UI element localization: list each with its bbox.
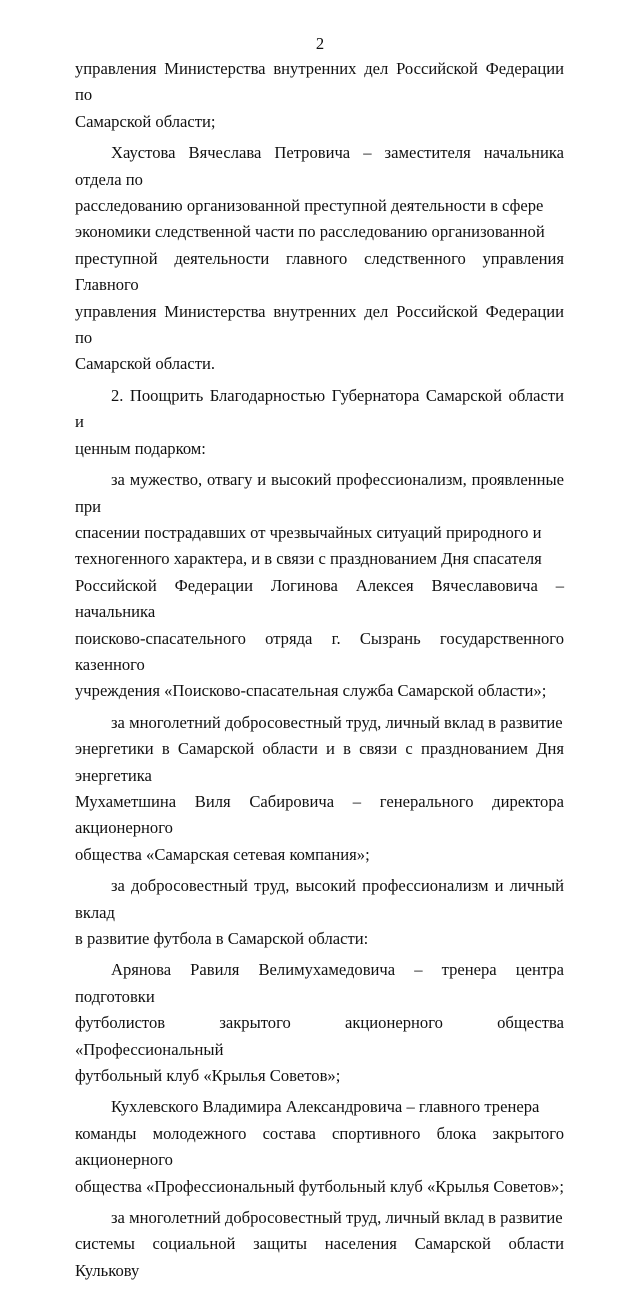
page-number: 2 bbox=[315, 34, 325, 53]
paragraph-1: управления Министерства внутренних дел Российской Федерации по Самарской области; bbox=[75, 59, 564, 131]
document-body bbox=[75, 56, 564, 1289]
paragraph-8: Кухлевского Владимира Александровича – главного тренера команды молодежного состава спортивного блока закрытого акционерного общества «Профессиональный футбольный клуб «Крылья Советов»; bbox=[75, 1097, 564, 1196]
paragraph-2: Хаустова Вячеслава Петровича – заместителя начальника отдела по расследованию организованной преступной деятельности в сфере экономики следственной части по расследованию организованной преступной деятельности главного следственного управления Главного управления Министерства внутренних дел Российской Федерации по Самарской области. bbox=[75, 143, 564, 374]
paragraph-3: 2. Поощрить Благодарностью Губернатора Самарской области и ценным подарком: bbox=[75, 385, 564, 458]
paragraph-6: за добросовестный труд, высокий профессионализм и личный вклад в развитие футбола в Самарской области: bbox=[75, 876, 564, 948]
paragraph-4: за мужество, отвагу и высокий профессионализм, проявленные при спасении пострадавших от чрезвычайных ситуаций природного и техногенного характера, и в связи с празднованием Дня спасателя Российской Федерации Логинова Алексея Вячеславовича – начальника поисково-спасательного отряда г. Сызрань государственного казенного учреждения «Поисково-спасательная служба Самарской области»; bbox=[75, 470, 564, 701]
paragraph-9: за многолетний добросовестный труд, личный вклад в развитие системы социальной защиты населения Самарской области Кулькову bbox=[75, 1208, 564, 1280]
paragraph-7: Арянова Равиля Велимухамедовича – тренера центра подготовки футболистов закрытого акционерного общества «Профессиональный футбольный клуб «Крылья Советов»; bbox=[75, 960, 564, 1086]
paragraph-5: за многолетний добросовестный труд, личный вклад в развитие энергетики в Самарской области и в связи с празднованием Дня энергетика Мухаметшина Виля Сабировича – генерального директора акционерного общества «Самарская сетевая компания»; bbox=[75, 712, 564, 864]
